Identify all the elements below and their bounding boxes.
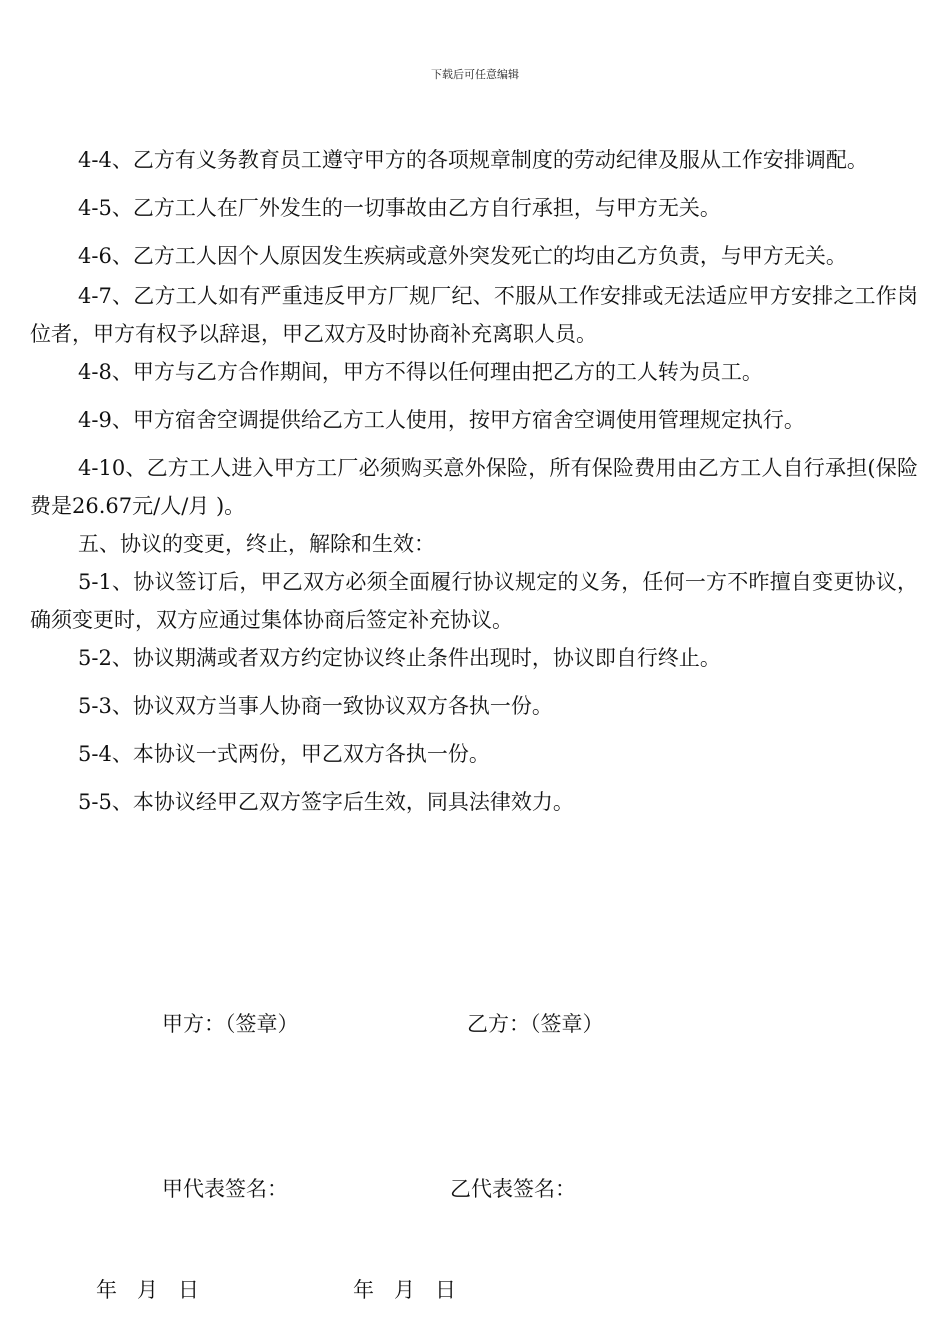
party-b-date: 年 月 日 [353, 1278, 457, 1302]
party-a-rep-signature-label: 甲代表签名： [162, 1177, 288, 1201]
clause-5-1: 5-1、协议签订后，甲乙双方必须全面履行协议规定的义务，任何一方不昨擅自变更协议，确须变更时，双方应通过集体协商后签定补充协议。 [30, 570, 918, 632]
party-b-rep-signature-label: 乙代表签名： [450, 1177, 576, 1201]
document-body [30, 141, 918, 821]
party-a-seal-label: 甲方：（签章） [162, 1012, 299, 1036]
clause-5-3: 5-3、协议双方当事人协商一致协议双方各执一份。 [78, 694, 553, 718]
clause-4-6: 4-6、乙方工人因个人原因发生疾病或意外突发死亡的均由乙方负责，与甲方无关。 [78, 244, 847, 268]
clause-4-5: 4-5、乙方工人在厂外发生的一切事故由乙方自行承担，与甲方无关。 [78, 196, 721, 220]
party-a-date: 年 月 日 [96, 1278, 200, 1302]
clause-5-2: 5-2、协议期满或者双方约定协议终止条件出现时，协议即自行终止。 [78, 646, 721, 670]
clause-4-4: 4-4、乙方有义务教育员工遵守甲方的各项规章制度的劳动纪律及服从工作安排调配。 [78, 148, 868, 172]
clause-4-10: 4-10、乙方工人进入甲方工厂必须购买意外保险，所有保险费用由乙方工人自行承担(保险费是26.67元/人/月 )。 [30, 456, 918, 518]
clause-4-8: 4-8、甲方与乙方合作期间，甲方不得以任何理由把乙方的工人转为员工。 [78, 360, 763, 384]
section-5-heading: 五、协议的变更，终止，解除和生效： [78, 532, 435, 556]
clause-5-5: 5-5、本协议经甲乙双方签字后生效，同具法律效力。 [78, 790, 574, 814]
clause-5-4: 5-4、本协议一式两份，甲乙双方各执一份。 [78, 742, 490, 766]
page-header: 下载后可任意编辑 [431, 68, 519, 81]
clause-4-7: 4-7、乙方工人如有严重违反甲方厂规厂纪、不服从工作安排或无法适应甲方安排之工作岗位者，甲方有权予以辞退，甲乙双方及时协商补充离职人员。 [30, 284, 918, 346]
party-b-seal-label: 乙方：（签章） [467, 1012, 604, 1036]
clause-4-9: 4-9、甲方宿舍空调提供给乙方工人使用，按甲方宿舍空调使用管理规定执行。 [78, 408, 805, 432]
